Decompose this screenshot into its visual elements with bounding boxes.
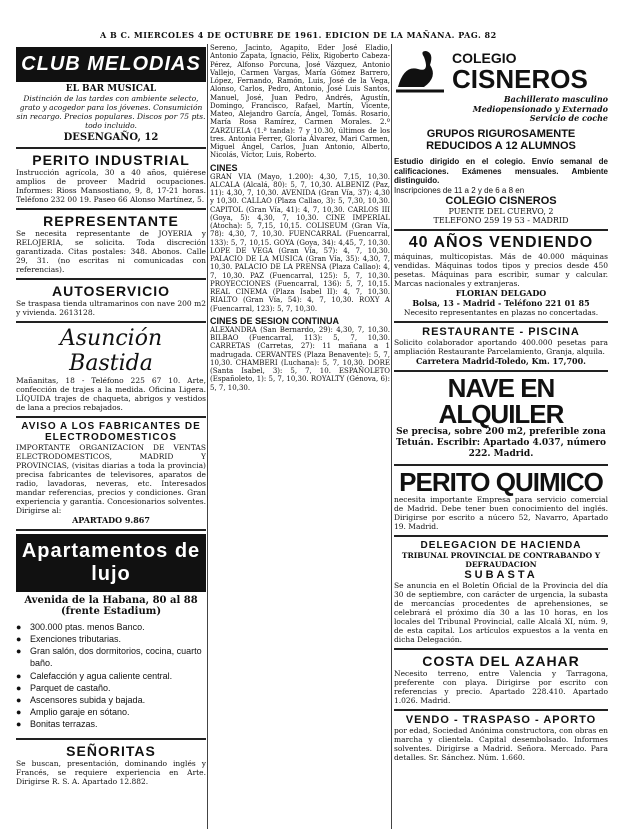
middle-column (210, 44, 390, 829)
azahar-title: COSTA DEL AZAHAR (422, 652, 580, 669)
cisneros-logo (394, 47, 608, 95)
cines-heading: CINES (210, 162, 238, 173)
autoservicio-ad (16, 280, 206, 323)
bastida-name: Asunción Bastida (59, 326, 163, 376)
electrodomesticos-text: IMPORTANTE ORGANIZACION DE VENTAS ELECTRODOMESTICOS, MADRID Y PROVINCIAS, (visitas diarias a toda la provincia) precisa fabricantes de televisores, aparatos de radio, lavadoras, neveras, etc. Interesados mandar referencias, precios y condiciones. Gran experiencia y garantía. Concesionarios solventes. Dirigirse al: (16, 443, 206, 515)
vendiendo-ad (394, 231, 608, 323)
azahar-text: Necesito terreno, entre Valencia y Tarragona, preferente con playa. Dirigirse por escrito con referencias y precio. Apartado 228.410. Apartado 1.026. Madrid. (394, 668, 608, 705)
cinema-listings: GRAN VIA (Mayo, 1.200): 4,30, 7,15, 10,30. ALCALA (Alcalá, 80): 5, 7, 10,30. ALBENIZ (Paz, 11): 4,30, 7, 10,30. AVENIDA (Gran Vía, 37): 4,30 y 10,30. CALLAO (Plaza Callao, 3): 5, 7,30, 10,30. CAPITOL (Gran Vía, 41): 4, 7, 10,30. CARLOS III (Goya, 5): 4,30, 7, 10,30. CINE IMPERIAL (Atocha): 5, 7,15, 10,15. COLISEUM (Gran Vía, 78): 4,30, 7, 10,30. FUENCARRAL (Fuencarral, 133): 5, 7, 10,15. GOYA (Goya, 34): 4,45, 7, 10,30. LOPE DE VEGA (Gran Vía, 57): 4, 7, 10,30. PALACIO DE LA MUSICA (Gran Vía, 35): 4,30, 7, 10,30. PALACIO DE LA PRENSA (Plaza Callao): 4, 7, 10,30. PAZ (Fuencarral, 125): 5, 7, 10,30. PROYECCIONES (Fuencarral, 136): 5, 7, 10,15. REAL CINEMA (Plaza Isabel II): 4, 7, 10,30. RIALTO (Gran Vía, 54): 4, 7, 10,30. ROXY A (Fuencarral, 123): 5, 7, 10,30. (210, 172, 390, 313)
perito-quimico-title: PERITO QUIMICO (399, 466, 603, 497)
continuous-cinema-listings: ALEXANDRA (San Bernardo, 29): 4,30, 7, 10,30. BILBAO (Fuencarral, 113): 5, 7, 10,30. CARRETAS (Carretas, 27): 11 mañana a 1 madrugada. CERVANTES (Plaza Benavente): 5, 7, 10,30. CHAMBERI (Luchana): 5, 7, 10,30. DORE (Santa Isabel, 3): 5, 7, 10. ESPAÑOLETO (Españoleto, 1): 5, 7, 10,30. ROYALTY (Génova, 6): 5, 7, 10,30. (210, 325, 390, 392)
melodias-text: Distinción de las tardes con ambiente selecto, grato y acogedor para los jóvenes. Consumición sin recargo. Precios populares. Discos por 75 pts. todo incluido. (16, 94, 206, 130)
cisneros-colegio: COLEGIO (452, 50, 517, 66)
vendo-title: VENDO - TRASPASO - APORTO (405, 713, 597, 726)
feature-item: ● Amplio garaje en sótano. (16, 706, 206, 718)
hacienda-subtitle: TRIBUNAL PROVINCIAL DE CONTRABANDO Y DEFRAUDACION (401, 550, 601, 569)
senoritas-title: SEÑORITAS (66, 743, 156, 760)
senoritas-text: Se buscan, presentación, dominando inglés y Francés, se requiere experiencia en Arte. Dirigirse R. S. A. Apartado 12.882. (16, 759, 206, 787)
feature-item: ● Gran salón, dos dormitorios, cocina, cuarto baño. (16, 645, 206, 669)
feature-item: ● Parquet de castaño. (16, 682, 206, 694)
vendiendo-address: Bolsa, 13 - Madrid - Teléfono 221 01 85 (412, 298, 590, 309)
feature-item: ● Calefacción y agua caliente central. (16, 670, 206, 682)
cisneros-name: CISNEROS (452, 64, 588, 94)
feature-item: ● Bonitas terrazas. (16, 718, 206, 730)
hacienda-title: DELEGACION DE HACIENDA (420, 539, 582, 551)
electrodomesticos-ad (16, 418, 206, 531)
representante-text: Se necesita representante de JOYERIA y RELOJERIA, se solicita. Toda discreción garantizada. Citas postales: 348. Abonos. Calle 29, 31. (no escritas ni comunicadas con referencias). (16, 229, 206, 274)
bastida-ad (16, 323, 206, 418)
restaurante-text: Solicito colaborador aportando 400.000 pesetas para ampliación Restaurante Parcelamiento, Granja, alquila. (394, 338, 608, 357)
cisneros-tagline: Mediopensionado y Externado (472, 103, 608, 114)
cisneros-footer-name: COLEGIO CISNEROS (445, 195, 557, 208)
perito-quimico-text: necesita importante Empresa para servicio comercial de Madrid. Debe tener buen conocimiento del inglés. Dirigirse por escrito a núcero 52, Navarro, Apartado 19. Madrid. (394, 494, 608, 531)
autoservicio-title: AUTOSERVICIO (51, 283, 171, 299)
vendiendo-text: máquinas, multicopistas. Más de 40.000 máquinas vendidas. Máquinas todos tipos y precios desde 450 pesetas. Máquinas para escribir, sumar y calcular. Marcas nacionales y extranjeras. (394, 252, 608, 289)
electrodomesticos-title: AVISO A LOS FABRICANTES DE ELECTRODOMESTICOS (21, 421, 201, 443)
feature-item: ● 300.000 ptas. menos Banco. (16, 621, 206, 633)
restaurante-title: RESTAURANTE - PISCINA (422, 326, 580, 339)
hacienda-subasta: SUBASTA (464, 568, 538, 581)
azahar-ad (394, 650, 608, 711)
nave-title: NAVE EN ALQUILER (438, 373, 564, 430)
theater-listings: Sereno, Jacinto, Agapito, Eder José Eladio, Antonio Zapata, Ignacio, Félix, Rigoberto Cabeza-Pérez, Alfonso Porcuna, José Vázquez, Antonio Vallejo, Carmen Vargas, María Gómez Barrero, López, Fernando, Ramón, Luis, José de la Vega, Alonso, Carlos, Pedro, Antonio, José Luis Santos, Manuel, José, Juan Pedro, Andrés, Agustín, Domingo, Francisco, Rafael, Martín, Vicente, Mateo, Alejandro García, Ángel, Tomás. Rosario, María Rosa Ramírez, Carmen Morales. 2.º ZARZUELA (1.ª tanda): 7 y 10.30, últimos de los tres. Antonia Ferrer, Gloria Álvarez, Mari Carmen, Miguel Ángel, Carlos, Juan Antonio, Alberto, Nicolás, Víctor, Luis, Roberto. (210, 44, 390, 160)
feature-item: ● Exenciones tributarias. (16, 633, 206, 645)
nave-ad (394, 372, 608, 465)
restaurante-ad (394, 323, 608, 372)
senoritas-ad (16, 740, 206, 790)
autoservicio-text: Se traspasa tienda ultramarinos con nave 200 m2 y vivienda. 2613128. (16, 299, 206, 317)
cisneros-footer-tel: TELEFONO 259 19 53 - MADRID (433, 216, 569, 226)
apartamentos-features (16, 621, 206, 730)
vendiendo-title: 40 AÑOS VENDIENDO (408, 234, 594, 252)
representante-ad (16, 210, 206, 280)
left-column (16, 44, 206, 829)
right-column (394, 44, 608, 829)
vendiendo-note: Necesito representantes en plazas no concertadas. (403, 308, 599, 318)
feature-item: ● Ascensores subida y bajada. (16, 694, 206, 706)
sesion-continua-heading: CINES DE SESION CONTINUA (210, 315, 340, 326)
cisneros-inscripciones: Inscripciones de 11 a 2 y de 6 a 8 en (394, 185, 525, 195)
cisneros-tagline: Servicio de coche (529, 113, 608, 124)
perito-quimico-ad (394, 466, 608, 537)
hacienda-ad (394, 537, 608, 650)
perito-industrial-text: Instrucción agrícola, 30 a 40 años, quiérese amplios de proveer Madrid ocupaciones. Informes: Rioss Mansostiano, 9, 8, 17-21 horas. Teléfono 232 00 19. Paseo 66 Alonso Martínez, 5. (16, 168, 206, 204)
vendiendo-seller: FLORIAN DELGADO (455, 288, 547, 299)
restaurante-address: Carretera Madrid-Toledo, Km. 17,700. (416, 356, 586, 367)
bastida-text: Mañanitas, 18 - Teléfono 225 67 10. Arte, confección de trajes a la medida. Oficina Ligera. LÍQUIDA trajes de chaqueta, abrigos y vestidos de lana a precios rebajados. (16, 376, 206, 412)
vendo-text: por edad, Sociedad Anónima constructora, con obras en marcha y clientela. Capital desembolsado. Informes solventes. Dirigirse a Madrid. Señora. Mercado. Para detalles. Sr. Sánchez. Núm. 1.660. (394, 725, 608, 762)
perito-industrial-ad (16, 149, 206, 210)
melodias-subtitle: EL BAR MUSICAL (65, 84, 157, 94)
cisneros-footer-address: PUENTE DEL CUERVO, 2 (448, 207, 554, 217)
perito-industrial-title: PERITO INDUSTRIAL (32, 152, 190, 168)
cisneros-tagline: Bachillerato masculino (503, 94, 608, 104)
column-divider (207, 44, 208, 829)
electrodomesticos-apartado: APARTADO 9.867 (72, 515, 150, 525)
apartamentos-banner: Apartamentos de lujo (16, 534, 206, 592)
apartamentos-address: Avenida de la Habana, 80 al 88 (24, 595, 198, 606)
melodias-address: DESENGAÑO, 12 (63, 132, 159, 143)
nave-text: Se precisa, sobre 200 m2, preferible zona Tetuán. Escribir: Apartado 4.037, número 222. Madrid. (395, 427, 606, 460)
apartamentos-ad (16, 531, 206, 740)
apartamentos-note: (frente Estadium) (60, 606, 162, 617)
column-divider (391, 44, 392, 829)
cisneros-grupos: GRUPOS RIGUROSAMENTE REDUCIDOS A 12 ALUMNOS (426, 127, 576, 153)
melodias-ad (16, 44, 206, 149)
hacienda-text: Se anuncia en el Boletín Oficial de la Provincia del día 30 de septiembre, con carácter de urgencia, la subasta de mercancías procedentes de aprehensiones, se celebrará el próximo día 30 a las 10 horas, en los locales del Tribunal Provincial, calle Alcalá XI, núm. 9, de esta capital. Los artículos expuestos a la venta en dicha Delegación. (394, 580, 608, 644)
swan-icon (394, 47, 446, 95)
melodias-title: CLUB MELODIAS (16, 47, 206, 82)
cisneros-ad (394, 44, 608, 231)
cisneros-text: Estudio dirigido en el colegio. Envío semanal de calificaciones. Exámenes mensuales. Ambiente distinguido. (394, 157, 608, 186)
masthead: A B C. MIERCOLES 4 DE OCTUBRE DE 1961. EDICION DE LA MAÑANA. PAG. 82 (100, 30, 497, 40)
vendo-ad (394, 711, 608, 766)
representante-title: REPRESENTANTE (43, 213, 179, 229)
